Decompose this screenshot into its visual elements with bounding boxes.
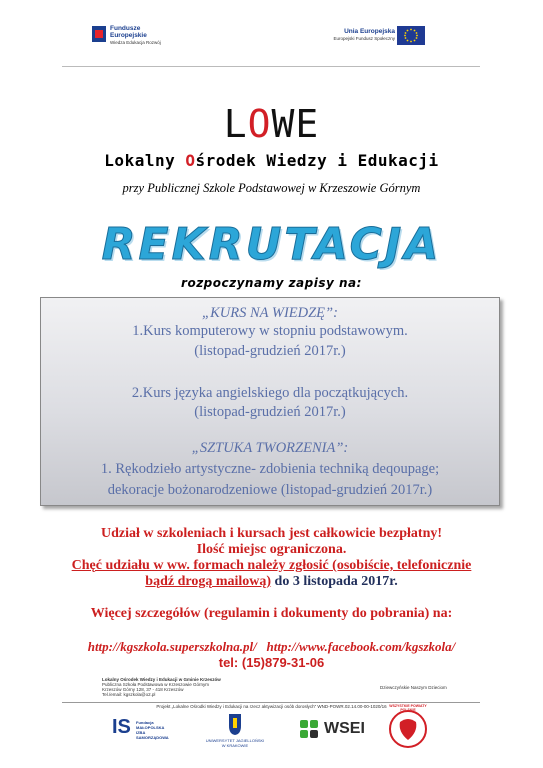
footer-left-2: Publiczna Szkoła Podstawowa w Krzeszowie Górnym [102, 682, 210, 687]
info-more: Więcej szczegółów (regulamin i dokumenty do pobrania) na: [90, 606, 453, 621]
rekrutacja-heading: REKRUTACJA [101, 219, 442, 270]
facebook-link[interactable]: http://www.facebook.com/kgszkola/ [266, 639, 456, 654]
phone-number: tel: (15)879-31-06 [218, 655, 325, 670]
info-deadline [0, 574, 543, 590]
lowe-o: O [247, 102, 272, 146]
uj-logo-text: UNIWERSYTET JAGIELLOŃSKI W KRAKOWIE [205, 738, 265, 748]
subtitle-part1: Lokalny [104, 151, 186, 170]
info-limited: Ilość miejsc ograniczona. [196, 542, 347, 557]
box-line-3: (listopad-grudzień 2017r.) [194, 343, 346, 359]
fundusze-europejskie-logo [92, 22, 161, 52]
box-line-1: „KURS NA WIEDZĘ”: [202, 305, 338, 321]
footer-left-1: Lokalny Ośrodek Wiedzy i Edukacji w Gminie Krzeszów [102, 677, 221, 682]
lowe-title [0, 102, 543, 146]
eu-line1: Unia Europejska [344, 28, 395, 35]
eu-flag-icon [397, 26, 425, 45]
wsei-text: WSEI [324, 720, 365, 737]
footer-left-3: Krzeszów Górny 128, 37 - 418 Krzeszów [102, 687, 184, 692]
info-signup: Chęć udziału w ww. formach należy zgłosić (osobiście, telefonicznie [71, 558, 472, 573]
is-logo-text: Fundacja MAŁOPOLSKA IZBA SAMORZĄDOWA [136, 720, 169, 740]
fe-line1: Fundusze [110, 25, 141, 32]
subtitle [0, 151, 543, 170]
header-divider [62, 66, 480, 67]
mis-logo [112, 716, 172, 742]
fe-line3: Wiedza Edukacja Rozwój [110, 40, 161, 45]
footer-left-4: Tel./email: kgszkola@o2.pl [102, 692, 156, 697]
info-free: Udział w szkoleniach i kursach jest całkowicie bezpłatny! [100, 526, 443, 541]
eu-line2: Europejski Fundusz Społeczny [333, 36, 395, 41]
links-row [0, 639, 543, 655]
fe-line2: Europejskie [110, 32, 147, 39]
site-link[interactable]: http://kgszkola.superszkolna.pl/ [87, 639, 257, 654]
school-name: przy Publicznej Szkole Podstawowej w Krzeszowie Górnym [122, 181, 421, 195]
is-logo-icon: IS [112, 716, 131, 738]
wsei-logo [298, 718, 368, 740]
rozpoczynamy-text: rozpoczynamy zapisy na: [181, 276, 362, 290]
footer-divider [62, 702, 480, 703]
info-deadline-a: bądź drogą mailową) [145, 574, 272, 589]
box-line-7: 1. Rękodzieło artystyczne- zdobienia techniką deqoupage; [100, 461, 440, 477]
subtitle-red-o: O [185, 151, 196, 170]
box-line-6: „SZTUKA TWORZENIA”: [191, 440, 349, 456]
project-line: Projekt „Lokalne Ośrodki Wiedzy i Edukacji na rzecz aktywizacji osób dorosłych” WND-POWR.02.14.00-00-1020/16 [156, 704, 387, 709]
info-deadline-b: do 3 listopada 2017r. [271, 574, 398, 589]
courses-box [40, 297, 500, 506]
footer-address [102, 677, 252, 697]
lowe-l: L [223, 102, 248, 146]
powiaty-logo [388, 704, 428, 750]
uj-crest-icon [205, 712, 265, 736]
wsei-icon [298, 718, 320, 740]
lowe-we: WE [271, 102, 320, 146]
fe-flag-icon [92, 26, 106, 42]
powiaty-icon [388, 708, 428, 750]
box-line-4: 2.Kurs języka angielskiego dla początkujących. [131, 385, 409, 401]
box-line-5: (listopad-grudzień 2017r.) [194, 404, 346, 420]
uj-logo [205, 712, 265, 748]
powiaty-text: WSZYSTKIE POWIATY POLSKIE [389, 704, 427, 712]
footer-right: Dziewczyńskie Naszym Dzieciom [380, 685, 447, 690]
box-line-8: dekoracje bożonarodzeniowe (listopad-grudzień 2017r.) [107, 482, 433, 498]
box-line-2: 1.Kurs komputerowy w stopniu podstawowym. [132, 323, 408, 339]
subtitle-part2: środek Wiedzy i Edukacji [195, 151, 439, 170]
eu-logo [333, 26, 425, 48]
